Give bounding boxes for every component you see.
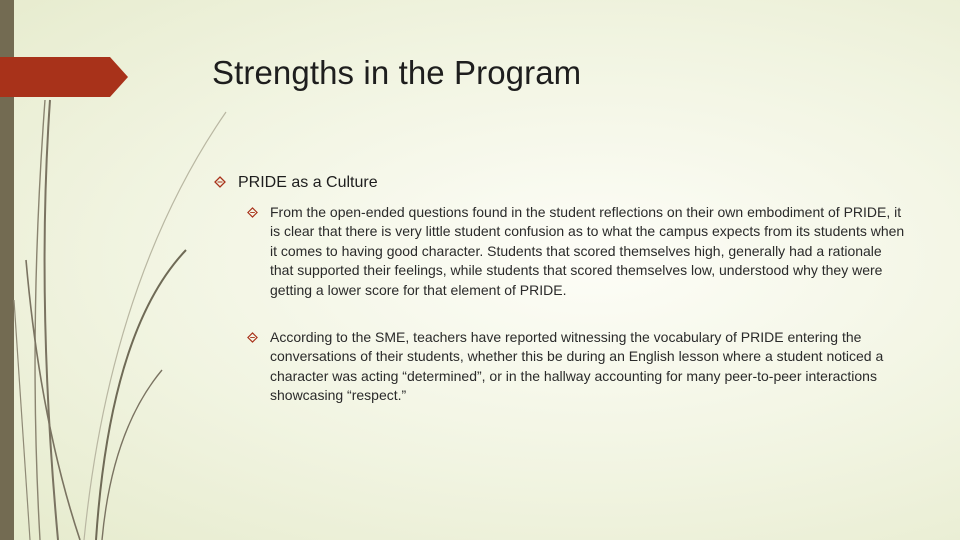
sub-bullet-text: According to the SME, teachers have reported witnessing the vocabulary of PRIDE entering the conversations of their students, whether this be during an English lesson where a student noticed a character was acting “determined”, or in the hallway accounting for many peer-to-peer interactions showcasing “respect.” bbox=[270, 329, 884, 404]
slide-title: Strengths in the Program bbox=[212, 54, 582, 91]
sub-bullet-sme-report bbox=[247, 328, 907, 406]
sub-bullet-text: From the open-ended questions found in the student reflections on their own embodiment of PRIDE, it is clear that there is very little student confusion as to what the campus expects from its students when it comes to having good character. Students that scored themselves high, generally had a rationale that supported their feelings, while students that scored themselves low, understood why they were getting a lower score for that element of PRIDE. bbox=[270, 204, 905, 298]
bullet-pride-culture bbox=[214, 172, 914, 193]
diamond-bullet-icon bbox=[247, 332, 258, 343]
bullet-label: PRIDE as a Culture bbox=[238, 174, 378, 191]
diamond-bullet-icon bbox=[247, 207, 258, 218]
title-accent-arrow bbox=[0, 57, 130, 97]
sub-bullet-student-reflections bbox=[247, 203, 907, 300]
diamond-bullet-icon bbox=[214, 176, 226, 188]
